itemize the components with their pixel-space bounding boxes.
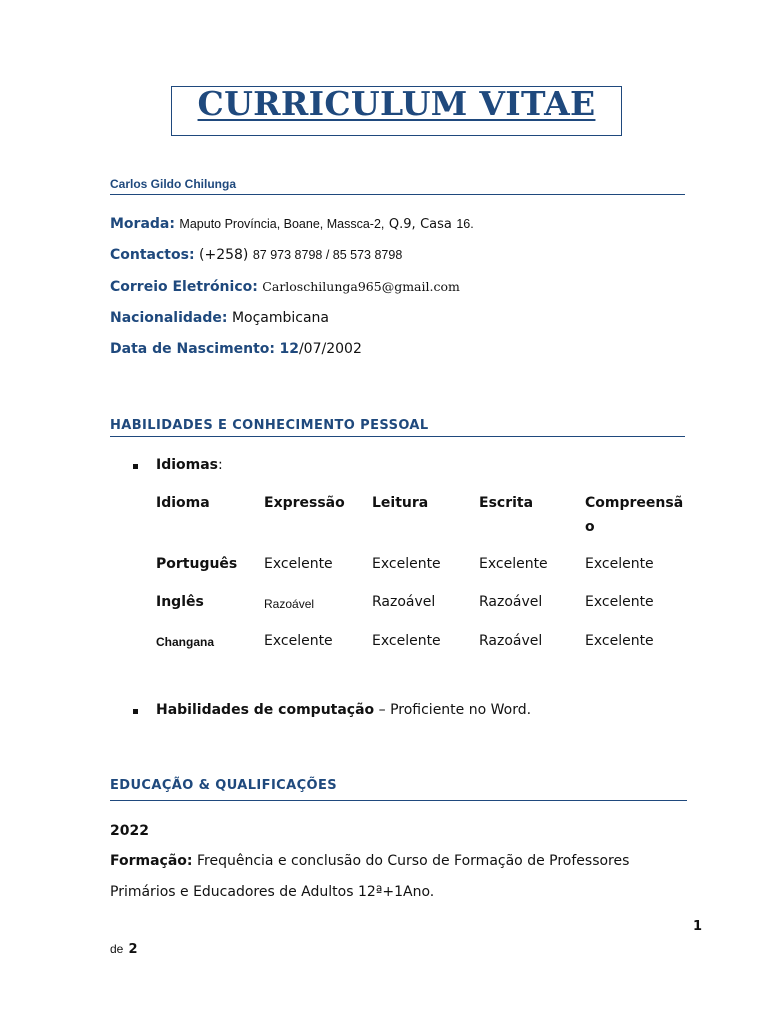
page-total [110, 938, 138, 957]
birthdate-label: Data de Nascimento: [110, 341, 276, 357]
nationality-value: Moçambicana [231, 310, 330, 326]
candidate-name: Carlos Gildo Chilunga [110, 177, 237, 191]
computer-skills [156, 702, 531, 718]
table-cell: Excelente [372, 633, 441, 649]
email-value: Carloschilunga965@gmail.com [262, 279, 460, 294]
table-cell: Excelente [264, 556, 333, 572]
address-number: 16. [456, 217, 474, 231]
training-line2: Primários e Educadores de Adultos 12ª+1Ano. [110, 884, 435, 900]
contacts-label: Contactos: [110, 247, 195, 263]
table-header-escrita: Escrita [479, 495, 534, 511]
languages-label: Idiomas [156, 457, 219, 473]
table-header-compreensao: Compreensã [585, 495, 684, 511]
contacts-code: (+258) [199, 247, 249, 263]
table-cell: Razoável [372, 594, 436, 610]
birthdate-field [110, 341, 362, 357]
page-title: CURRICULUM VITAE [197, 84, 596, 123]
table-header-compreensao-wrap: o [585, 519, 595, 535]
nationality-field [110, 310, 329, 326]
skills-divider [110, 436, 685, 437]
address-block: Q.9, [388, 217, 416, 232]
table-cell: Razoável [479, 594, 543, 610]
page-number: 1 [693, 919, 703, 934]
education-divider [110, 800, 687, 801]
name-divider [110, 194, 685, 195]
skills-section-title: HABILIDADES E CONHECIMENTO PESSOAL [110, 418, 429, 433]
training-label: Formação: [110, 853, 193, 869]
email-field [110, 279, 460, 295]
bullet-icon [133, 709, 138, 714]
training-line1: Frequência e conclusão do Curso de Formação de Professores [192, 853, 630, 869]
education-year: 2022 [110, 823, 149, 839]
table-cell: Razoável [264, 597, 315, 611]
education-section-title: EDUCAÇÃO & QUALIFICAÇÕES [110, 778, 338, 793]
address-field [110, 216, 474, 232]
table-cell: Excelente [264, 633, 333, 649]
computer-skills-value: – Proficiente no Word. [374, 702, 532, 718]
table-cell: Excelente [585, 556, 654, 572]
table-header-expressao: Expressão [264, 495, 345, 511]
page-of-label: de [110, 942, 124, 956]
address-value: Maputo Província, Boane, Massca-2, [179, 217, 385, 231]
education-training [110, 853, 629, 869]
table-cell: Excelente [479, 556, 548, 572]
computer-skills-label: Habilidades de computação [156, 702, 375, 718]
birthdate-day: 12 [279, 341, 299, 357]
languages-colon: : [218, 457, 223, 473]
languages-heading [156, 457, 223, 473]
table-row-lang: Inglês [156, 594, 204, 610]
bullet-icon [133, 464, 138, 469]
table-header-leitura: Leitura [372, 495, 429, 511]
table-row-lang: Português [156, 556, 238, 572]
table-cell: Razoável [479, 633, 543, 649]
email-label: Correio Eletrónico: [110, 279, 258, 295]
contacts-field [110, 247, 402, 263]
page-total-value: 2 [128, 942, 138, 957]
address-house: Casa [420, 217, 452, 232]
table-header-idioma: Idioma [156, 495, 210, 511]
address-label: Morada: [110, 216, 175, 232]
table-cell: Excelente [585, 633, 654, 649]
table-cell: Excelente [585, 594, 654, 610]
birthdate-rest: /07/2002 [298, 341, 362, 357]
table-row-lang: Changana [156, 635, 215, 649]
contacts-value: 87 973 8798 / 85 573 8798 [252, 248, 403, 262]
nationality-label: Nacionalidade: [110, 310, 228, 326]
table-cell: Excelente [372, 556, 441, 572]
